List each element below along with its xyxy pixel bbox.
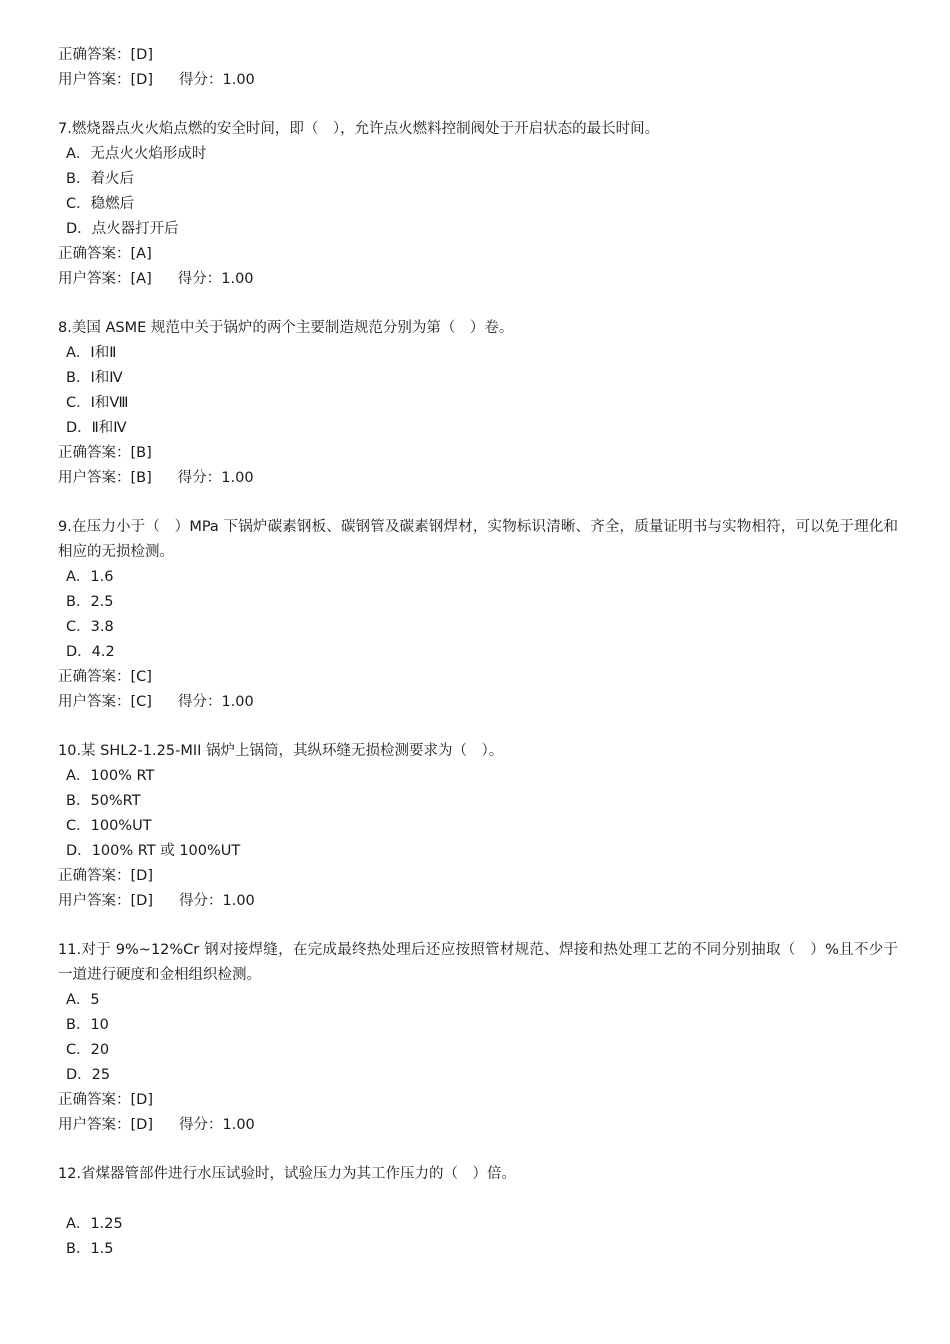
option-d: D．25 [66, 1067, 111, 1083]
question-7 [58, 117, 898, 292]
option-d: D．点火器打开后 [66, 221, 179, 237]
score-label: 得分： [177, 470, 222, 486]
user-answer-value: [D] [130, 72, 153, 88]
question-9 [58, 515, 898, 715]
option-b: B．50%RT [66, 793, 141, 809]
option-c: C．稳燃后 [66, 196, 135, 212]
option-d: D．100% RT 或 100%UT [66, 843, 241, 859]
score-value: 1.00 [222, 893, 255, 909]
score-label: 得分： [178, 72, 223, 88]
question-10 [58, 739, 898, 914]
option-b: B．1.5 [66, 1241, 114, 1257]
user-answer-row [58, 466, 898, 491]
spacer [58, 1187, 898, 1212]
score-label: 得分： [178, 1117, 223, 1133]
option-a: A．1.25 [66, 1216, 123, 1232]
score-value: 1.00 [221, 694, 254, 710]
correct-answer-label: 正确答案： [58, 47, 131, 63]
user-answer-row [58, 690, 898, 715]
score-label: 得分： [177, 694, 222, 710]
option-a: A．无点火火焰形成时 [66, 146, 207, 162]
question-stem: 11.对于 9%~12%Cr 钢对接焊缝，在完成最终热处理后还应按照管材规范、焊接和热处理工艺的不同分别抽取（ ）%且不少于一道进行硬度和金相组织检测。 [58, 942, 898, 983]
correct-answer-label: 正确答案： [58, 868, 131, 884]
option-c: C．Ⅰ和Ⅷ [66, 395, 129, 411]
option-c: C．3.8 [66, 619, 114, 635]
user-answer-row [58, 889, 898, 914]
option-a: A．1.6 [66, 569, 114, 585]
correct-answer-value: [C] [130, 669, 152, 685]
option-a: A．5 [66, 992, 100, 1008]
user-answer-label: 用户答案： [58, 893, 131, 909]
correct-answer-value: [D] [130, 47, 153, 63]
spacer [58, 93, 898, 117]
question-11 [58, 938, 898, 1138]
score-label: 得分： [178, 893, 223, 909]
option-c: C．20 [66, 1042, 110, 1058]
correct-answer-label: 正确答案： [58, 669, 131, 685]
option-d: D．Ⅱ和Ⅳ [66, 420, 127, 436]
user-answer-label: 用户答案： [58, 694, 131, 710]
option-b: B．10 [66, 1017, 109, 1033]
correct-answer-label: 正确答案： [58, 1092, 131, 1108]
score-value: 1.00 [221, 470, 254, 486]
question-stem: 7.燃烧器点火火焰点燃的安全时间，即（ ），允许点火燃料控制阀处于开启状态的最长时间。 [58, 121, 660, 137]
user-answer-value: [B] [130, 470, 152, 486]
option-a: A．100% RT [66, 768, 155, 784]
score-value: 1.00 [221, 271, 254, 287]
correct-answer-label: 正确答案： [58, 445, 131, 461]
correct-answer-value: [D] [130, 1092, 153, 1108]
score-value: 1.00 [222, 1117, 255, 1133]
document-body [58, 43, 898, 1262]
user-answer-label: 用户答案： [58, 72, 131, 88]
correct-answer-row [58, 1088, 898, 1113]
correct-answer-row [58, 242, 898, 267]
prev-question-result [58, 43, 898, 93]
option-a: A．Ⅰ和Ⅱ [66, 345, 117, 361]
correct-answer-row [58, 665, 898, 690]
question-stem: 12.省煤器管部件进行水压试验时，试验压力为其工作压力的（ ）倍。 [58, 1166, 517, 1182]
correct-answer-value: [B] [130, 445, 152, 461]
user-answer-row [58, 68, 898, 93]
user-answer-row [58, 267, 898, 292]
question-12 [58, 1162, 898, 1262]
question-stem: 10.某 SHL2-1.25-MII 锅炉上锅筒，其纵环缝无损检测要求为（ ）。 [58, 743, 504, 759]
user-answer-row [58, 1113, 898, 1138]
user-answer-value: [C] [130, 694, 152, 710]
score-label: 得分： [177, 271, 222, 287]
score-value: 1.00 [222, 72, 255, 88]
user-answer-value: [D] [130, 893, 153, 909]
user-answer-label: 用户答案： [58, 271, 131, 287]
option-d: D．4.2 [66, 644, 115, 660]
correct-answer-row [58, 441, 898, 466]
question-stem: 8.美国 ASME 规范中关于锅炉的两个主要制造规范分别为第（ ）卷。 [58, 320, 514, 336]
question-8 [58, 316, 898, 491]
user-answer-value: [A] [130, 271, 152, 287]
option-b: B．2.5 [66, 594, 114, 610]
correct-answer-row [58, 864, 898, 889]
user-answer-label: 用户答案： [58, 1117, 131, 1133]
user-answer-label: 用户答案： [58, 470, 131, 486]
option-b: B．着火后 [66, 171, 134, 187]
option-c: C．100%UT [66, 818, 152, 834]
correct-answer-value: [D] [130, 868, 153, 884]
user-answer-value: [D] [130, 1117, 153, 1133]
correct-answer-label: 正确答案： [58, 246, 131, 262]
correct-answer-row [58, 43, 898, 68]
option-b: B．Ⅰ和Ⅳ [66, 370, 123, 386]
correct-answer-value: [A] [130, 246, 152, 262]
question-stem: 9.在压力小于（ ）MPa 下锅炉碳素钢板、碳钢管及碳素钢焊材，实物标识清晰、齐全，质量证明书与实物相符，可以免于理化和相应的无损检测。 [58, 519, 898, 560]
